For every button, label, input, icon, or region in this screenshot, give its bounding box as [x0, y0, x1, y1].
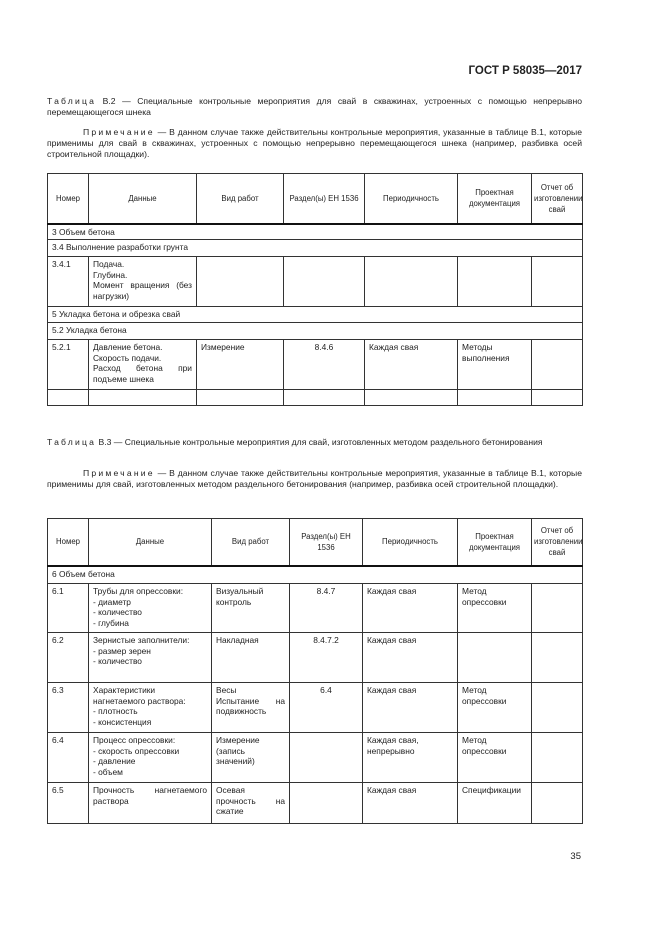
column-header-section: Раздел(ы) ЕН 1536	[284, 174, 365, 224]
caption-text: В.3 — Специальные контрольные мероприятия для свай, изготовленных методом раздельного бетонирования	[96, 437, 543, 447]
cell-design-docs: Метод опрессовки	[458, 683, 532, 733]
cell-section: 8.4.7	[290, 584, 363, 633]
cell-data: Зернистые заполнители: - размер зерен - количество	[89, 633, 212, 683]
cell-pile-report	[532, 340, 583, 390]
note-text: — В данном случае также действительны контрольные мероприятия, указанные в таблице В.1, которые применимы для свай, изготовленных методом раздельного бетонирования (например, разбивка осей строительной площадки).	[47, 468, 582, 489]
cell-work-type: Осевая прочность на сжатие	[212, 783, 290, 824]
section-row	[48, 566, 583, 584]
cell-design-docs	[458, 633, 532, 683]
cell-pile-report	[532, 733, 583, 783]
column-header-work-type: Вид работ	[197, 174, 284, 224]
section-label: 5 Укладка бетона и обрезка свай	[48, 307, 583, 323]
cell-number: 3.4.1	[48, 257, 89, 307]
caption-word: Таблица	[47, 96, 97, 106]
section-row	[48, 240, 583, 257]
section-row	[48, 323, 583, 340]
section-label: 3 Объем бетона	[48, 224, 583, 240]
table-row	[48, 584, 583, 633]
cell-pile-report	[532, 633, 583, 683]
cell-pile-report	[532, 783, 583, 824]
column-header-section: Раздел(ы) ЕН 1536	[290, 519, 363, 566]
table-b2-note	[47, 127, 582, 160]
cell-data: Трубы для опрессовки: - диаметр - количество - глубина	[89, 584, 212, 633]
cell-design-docs: Метод опрессовки	[458, 584, 532, 633]
cell-design-docs: Методы выполнения	[458, 340, 532, 390]
column-header-pile-report: Отчет об изготовлении свай	[532, 519, 583, 566]
cell-work-type: Накладная	[212, 633, 290, 683]
cell-work-type	[197, 257, 284, 307]
table-b2	[47, 173, 583, 406]
empty-row	[48, 390, 583, 406]
cell-design-docs: Метод опрессовки	[458, 733, 532, 783]
section-row	[48, 307, 583, 323]
column-header-number: Номер	[48, 174, 89, 224]
cell-work-type: Измерение (запись значений)	[212, 733, 290, 783]
section-row	[48, 224, 583, 240]
column-header-design-docs: Проектная документация	[458, 174, 532, 224]
cell-periodicity: Каждая свая, непрерывно	[363, 733, 458, 783]
table-b3	[47, 518, 583, 824]
cell-pile-report	[532, 584, 583, 633]
cell-number: 6.5	[48, 783, 89, 824]
cell-section	[284, 257, 365, 307]
cell-section: 8.4.6	[284, 340, 365, 390]
column-header-pile-report: Отчет об изготовлении свай	[532, 174, 583, 224]
cell-pile-report	[532, 257, 583, 307]
column-header-number: Номер	[48, 519, 89, 566]
table-row	[48, 733, 583, 783]
cell-periodicity: Каждая свая	[363, 683, 458, 733]
cell-number: 6.2	[48, 633, 89, 683]
cell-section: 6.4	[290, 683, 363, 733]
note-word: Примечание	[83, 468, 155, 478]
column-header-data: Данные	[89, 174, 197, 224]
cell-number: 6.1	[48, 584, 89, 633]
table-b3-note	[47, 468, 582, 490]
column-header-periodicity: Периодичность	[365, 174, 458, 224]
cell-number: 5.2.1	[48, 340, 89, 390]
caption-word: Таблица	[47, 437, 97, 447]
section-label: 3.4 Выполнение разработки грунта	[48, 240, 583, 257]
table-row	[48, 340, 583, 390]
section-label: 6 Объем бетона	[48, 566, 583, 584]
cell-pile-report	[532, 683, 583, 733]
cell-data: Давление бетона. Скорость подачи. Расход бетона при подъеме шнека	[89, 340, 197, 390]
column-header-data: Данные	[89, 519, 212, 566]
column-header-work-type: Вид работ	[212, 519, 290, 566]
cell-section	[290, 783, 363, 824]
column-header-periodicity: Периодичность	[363, 519, 458, 566]
note-word: Примечание	[83, 127, 155, 137]
caption-text: В.2 — Специальные контрольные мероприятия для свай в скважинах, устроенных с помощью непрерывно перемещающегося шнека	[47, 96, 582, 117]
table-row	[48, 633, 583, 683]
header-row	[48, 174, 583, 224]
cell-periodicity: Каждая свая	[363, 584, 458, 633]
cell-section: 8.4.7.2	[290, 633, 363, 683]
table-b2-caption	[47, 96, 582, 118]
cell-design-docs: Спецификации	[458, 783, 532, 824]
cell-work-type: Визуальный контроль	[212, 584, 290, 633]
header-row	[48, 519, 583, 566]
cell-section	[290, 733, 363, 783]
cell-data: Процесс опрессовки: - скорость опрессовки - давление - объем	[89, 733, 212, 783]
table-b3-caption	[47, 437, 582, 448]
section-label: 5.2 Укладка бетона	[48, 323, 583, 340]
cell-periodicity: Каждая свая	[363, 783, 458, 824]
column-header-design-docs: Проектная документация	[458, 519, 532, 566]
standard-number: ГОСТ Р 58035—2017	[468, 65, 582, 77]
table-row	[48, 257, 583, 307]
table-row	[48, 683, 583, 733]
page-number: 35	[570, 851, 581, 862]
cell-design-docs	[458, 257, 532, 307]
cell-number: 6.3	[48, 683, 89, 733]
cell-data: Характеристики нагнетаемого раствора: - плотность - консистенция	[89, 683, 212, 733]
cell-data: Подача. Глубина. Момент вращения (без нагрузки)	[89, 257, 197, 307]
cell-periodicity: Каждая свая	[363, 633, 458, 683]
cell-work-type: Весы Испытание на подвижность	[212, 683, 290, 733]
cell-number: 6.4	[48, 733, 89, 783]
note-text: — В данном случае также действительны контрольные мероприятия, указанные в таблице В.1, которые применимы для свай в скважинах, устроенных с помощью непрерывно перемещающегося шнека (например, разбивка осей строительной площадки).	[47, 127, 582, 159]
cell-work-type: Измерение	[197, 340, 284, 390]
cell-data: Прочность нагнетаемого раствора	[89, 783, 212, 824]
cell-periodicity	[365, 257, 458, 307]
table-row	[48, 783, 583, 824]
cell-periodicity: Каждая свая	[365, 340, 458, 390]
